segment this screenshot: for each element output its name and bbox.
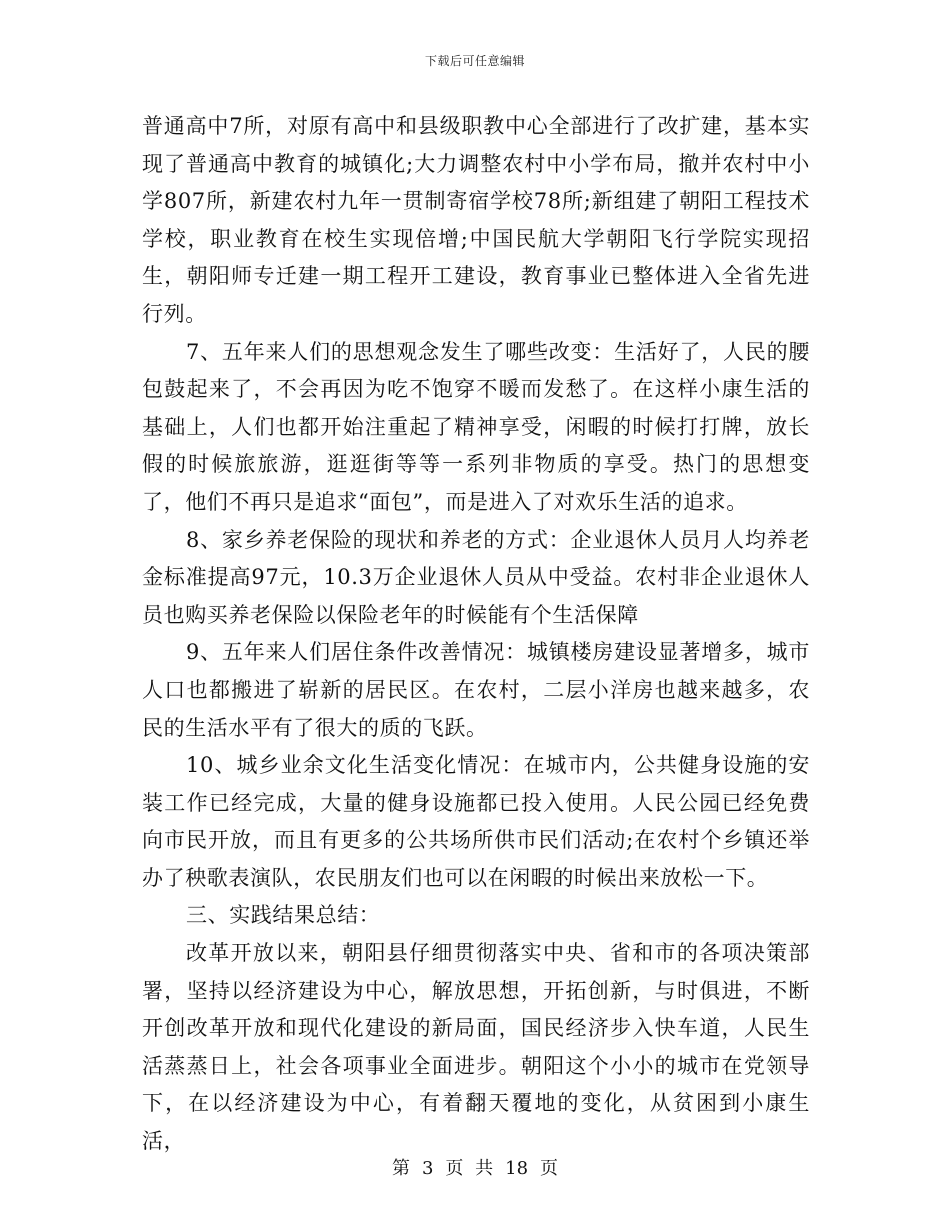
document-body <box>142 108 810 1161</box>
paragraph-mindset: 7、五年来人们的思想观念发生了哪些改变：生活好了，人民的腰包鼓起来了，不会再因为吃不饱穿不暖而发愁了。在这样小康生活的基础上，人们也都开始注重起了精神享受，闲暇的时候打打牌，放长假的时候旅旅游，逛逛街等等一系列非物质的享受。热门的思想变了，他们不再只是追求“面包”，而是进入了对欢乐生活的追求。 <box>142 339 810 514</box>
paragraph-culture: 10、城乡业余文化生活变化情况：在城市内，公共健身设施的安装工作已经完成，大量的健身设施都已投入使用。人民公园已经免费向市民开放，而且有更多的公共场所供市民们活动;在农村个乡镇还举办了秧歌表演队，农民朋友们也可以在闲暇的时候出来放松一下。 <box>142 753 810 890</box>
page-header: 下载后可任意编辑 <box>424 54 525 68</box>
paragraph-education: 普通高中7所，对原有高中和县级职教中心全部进行了改扩建，基本实现了普通高中教育的城镇化;大力调整农村中小学布局，撤并农村中小学807所，新建农村九年一贯制寄宿学校78所;新组建了朝阳工程技术学校，职业教育在校生实现倍增;中国民航大学朝阳飞行学院实现招生，朝阳师专迁建一期工程开工建设，教育事业已整体进入全省先进行列。 <box>142 114 810 326</box>
page-total: 18 <box>505 1158 529 1179</box>
footer-suffix: 页 <box>540 1158 559 1179</box>
section-heading-summary: 三、实践结果总结： <box>186 903 381 928</box>
paragraph-summary: 改革开放以来，朝阳县仔细贯彻落实中央、省和市的各项决策部署，坚持以经济建设为中心，解放思想，开拓创新，与时俱进，不断开创改革开放和现代化建设的新局面，国民经济步入快车道，人民生活蒸蒸日上，社会各项事业全面进步。朝阳这个小小的城市在党领导下，在以经济建设为中心，有着翻天覆地的变化，从贫困到小康生活， <box>142 941 810 1154</box>
paragraph-housing: 9、五年来人们居住条件改善情况：城镇楼房建设显著增多，城市人口也都搬进了崭新的居民区。在农村，二层小洋房也越来越多，农民的生活水平有了很大的质的飞跃。 <box>142 640 810 740</box>
page-footer <box>0 1154 950 1180</box>
page-number: 3 <box>421 1158 434 1179</box>
paragraph-pension: 8、家乡养老保险的现状和养老的方式：企业退休人员月人均养老金标准提高97元，10.3万企业退休人员从中受益。农村非企业退休人员也购买养老保险以保险老年的时候能有个生活保障 <box>142 527 810 627</box>
footer-middle: 页 共 <box>445 1158 494 1179</box>
footer-prefix: 第 <box>391 1158 410 1179</box>
